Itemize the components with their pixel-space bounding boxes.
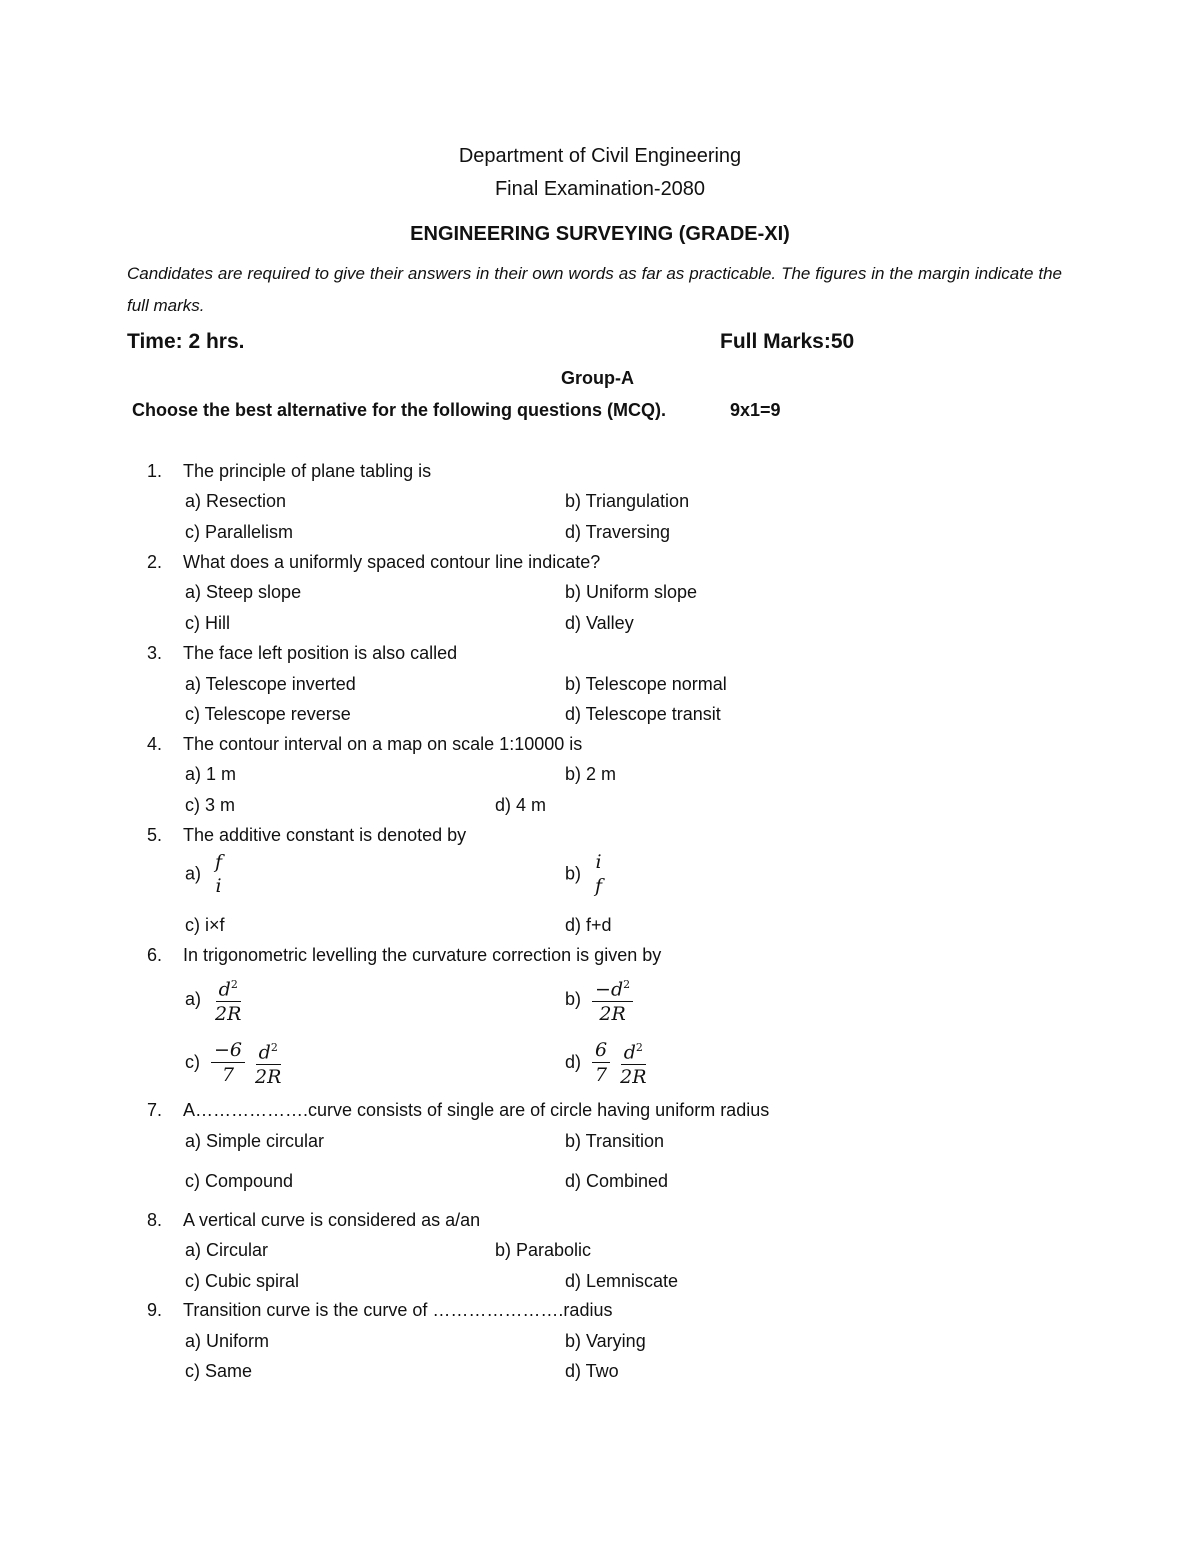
- option-a: a) Steep slope: [185, 582, 302, 602]
- department-title: Department of Civil Engineering: [458, 145, 742, 167]
- subject-title: ENGINEERING SURVEYING (GRADE-XI): [410, 223, 790, 245]
- fraction: [592, 852, 605, 896]
- option-d: d) Lemniscate: [565, 1271, 679, 1291]
- option-c: [185, 1038, 284, 1087]
- fraction-numerator: i: [595, 851, 602, 873]
- time-label: Time: 2 hrs.: [127, 330, 245, 353]
- fraction-denominator: 2R: [215, 1003, 242, 1026]
- option-c: c) i×f: [185, 915, 225, 935]
- fraction-numerator: [592, 975, 633, 1002]
- question-number: 5.: [146, 825, 162, 845]
- fraction-numerator: [256, 1038, 281, 1065]
- fraction-numerator: 6: [592, 1040, 610, 1063]
- option-d: d) Two: [565, 1361, 619, 1381]
- option-c: c) Cubic spiral: [185, 1271, 300, 1291]
- option-a: a) Simple circular: [185, 1131, 325, 1151]
- option-d: d) Valley: [565, 613, 634, 633]
- option-c: c) Parallelism: [185, 522, 294, 542]
- question-number: 7.: [146, 1100, 162, 1120]
- question-number: 9.: [146, 1300, 162, 1320]
- fraction-denominator: 7: [595, 1064, 608, 1087]
- option-d: d) f+d: [565, 915, 612, 935]
- exponent: 2: [270, 1041, 278, 1054]
- option-a: a) Telescope inverted: [185, 674, 356, 694]
- question-number: 6.: [146, 945, 162, 965]
- fraction: [211, 1040, 245, 1085]
- fraction: [252, 1038, 284, 1087]
- question-text: In trigonometric levelling the curvature correction is given by: [183, 945, 662, 965]
- question-text: A……………….curve consists of single are of circle having uniform radius: [183, 1100, 770, 1120]
- numerator-base: −d: [595, 978, 624, 1001]
- question-text: The additive constant is denoted by: [183, 825, 467, 845]
- fraction-denominator: f: [595, 875, 603, 897]
- full-marks-label: Full Marks:50: [720, 330, 855, 353]
- fraction: [212, 975, 244, 1024]
- fraction: [592, 1040, 610, 1085]
- question-text: Transition curve is the curve of ………………….radius: [183, 1300, 613, 1320]
- option-d: d) Combined: [565, 1171, 669, 1191]
- fraction-numerator: [621, 1038, 646, 1065]
- option-a: [185, 975, 244, 1024]
- fraction-numerator: f: [215, 851, 223, 873]
- option-b: b) Parabolic: [495, 1240, 592, 1260]
- option-label: c): [185, 1052, 200, 1073]
- fraction: [592, 975, 633, 1024]
- fraction-denominator: 2R: [599, 1003, 626, 1026]
- fraction-numerator: −6: [211, 1040, 245, 1063]
- question-text: The face left position is also called: [183, 643, 458, 663]
- option-a: a) Resection: [185, 491, 287, 511]
- option-a: [185, 852, 225, 896]
- exponent: 2: [230, 978, 238, 991]
- question-text: The contour interval on a map on scale 1:10000 is: [183, 734, 583, 754]
- option-d: [565, 1038, 650, 1087]
- question-text: A vertical curve is considered as a/an: [183, 1210, 481, 1230]
- fraction: [617, 1038, 649, 1087]
- option-c: c) Hill: [185, 613, 230, 633]
- numerator-base: d: [623, 1041, 636, 1064]
- question-number: 3.: [146, 643, 162, 663]
- question-text: What does a uniformly spaced contour line indicate?: [183, 552, 601, 572]
- fraction-numerator: [216, 975, 241, 1002]
- fraction-denominator: i: [215, 875, 222, 897]
- group-instruction: Choose the best alternative for the following questions (MCQ).: [132, 400, 667, 420]
- option-c: c) 3 m: [185, 795, 236, 815]
- instructions: Candidates are required to give their answers in their own words as far as practicable. The figures in the margin indicate the full marks.: [127, 264, 1062, 315]
- question-number: 4.: [146, 734, 162, 754]
- fraction-denominator: 2R: [620, 1066, 647, 1089]
- option-b: b) Varying: [565, 1331, 646, 1351]
- option-a: a) Uniform: [185, 1331, 270, 1351]
- option-label: a): [185, 863, 202, 884]
- option-a: a) 1 m: [185, 764, 237, 784]
- option-b: b) Transition: [565, 1131, 665, 1151]
- fraction-denominator: 2R: [255, 1066, 282, 1089]
- option-b: b) Triangulation: [565, 491, 690, 511]
- numerator-base: d: [218, 978, 231, 1001]
- option-label: b): [565, 989, 582, 1010]
- option-a: a) Circular: [185, 1240, 269, 1260]
- option-b: [565, 975, 633, 1024]
- exam-title: Final Examination-2080: [494, 178, 706, 200]
- question-number: 1.: [146, 461, 162, 481]
- option-b: b) 2 m: [565, 764, 617, 784]
- option-label: b): [565, 863, 582, 884]
- exponent: 2: [635, 1041, 643, 1054]
- exponent: 2: [623, 978, 631, 991]
- group-marks: 9x1=9: [730, 400, 781, 420]
- fraction-denominator: 7: [221, 1064, 235, 1087]
- option-b: b) Telescope normal: [565, 674, 727, 694]
- option-c: c) Compound: [185, 1171, 294, 1191]
- option-d: d) 4 m: [495, 795, 547, 815]
- option-c: c) Same: [185, 1361, 253, 1381]
- option-b: [565, 852, 605, 896]
- question-number: 8.: [146, 1210, 162, 1230]
- question-number: 2.: [146, 552, 162, 572]
- option-d: d) Traversing: [565, 522, 671, 542]
- numerator-base: d: [258, 1041, 271, 1064]
- option-label: d): [565, 1052, 582, 1073]
- question-text: The principle of plane tabling is: [183, 461, 432, 481]
- option-b: b) Uniform slope: [565, 582, 698, 602]
- fraction: [212, 852, 225, 896]
- option-label: a): [185, 989, 202, 1010]
- group-title: Group-A: [561, 368, 634, 388]
- option-c: c) Telescope reverse: [185, 704, 351, 724]
- option-d: d) Telescope transit: [565, 704, 721, 724]
